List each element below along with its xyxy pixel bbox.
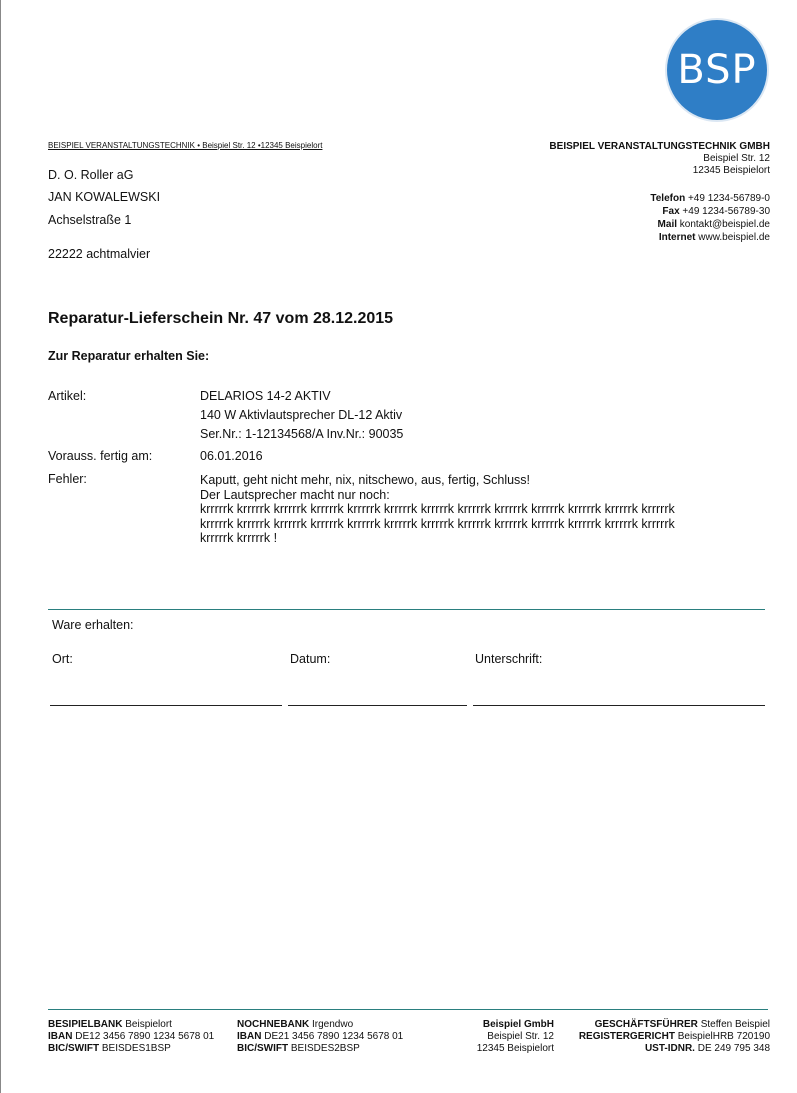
ready-date-value: 06.01.2016 xyxy=(200,449,263,463)
date-signature-line[interactable] xyxy=(288,705,467,706)
bank2-name: NOCHNEBANK xyxy=(237,1019,310,1030)
firm-city: 12345 Beispielort xyxy=(476,1043,554,1054)
bank2-bic-label: BIC/SWIFT xyxy=(237,1043,289,1054)
company-logo xyxy=(667,20,767,120)
company-city: 12345 Beispielort xyxy=(692,165,770,176)
ready-date-label: Vorauss. fertig am: xyxy=(48,449,153,463)
error-line-5: krrrrrk krrrrrk ! xyxy=(200,531,278,545)
footer-bank-2 xyxy=(237,1019,403,1055)
company-address-block xyxy=(549,141,770,177)
bank1-iban-label: IBAN xyxy=(48,1031,73,1042)
fax-label: Fax xyxy=(662,206,680,217)
recipient-name: JAN KOWALEWSKI xyxy=(48,190,161,204)
bank2-city: Irgendwo xyxy=(312,1019,354,1030)
internet-label: Internet xyxy=(658,232,696,243)
mail-value: kontakt@beispiel.de xyxy=(679,219,770,230)
article-line-2: 140 W Aktivlautsprecher DL-12 Aktiv xyxy=(200,408,403,422)
article-line-1: DELARIOS 14-2 AKTIV xyxy=(200,389,331,403)
error-line-4: krrrrrk krrrrrk krrrrrk krrrrrk krrrrrk krrrrrk krrrrrk krrrrrk krrrrrk krrrrrk krrrrrk krrrrrk krrrrrk xyxy=(200,516,675,531)
footer-bank-1 xyxy=(48,1019,214,1055)
article-label: Artikel: xyxy=(48,389,87,403)
article-line-3: Ser.Nr.: 1-12134568/A Inv.Nr.: 90035 xyxy=(200,427,404,441)
bank1-city: Beispielort xyxy=(125,1019,172,1030)
fax-value: +49 1234-56789-30 xyxy=(682,206,770,217)
bank1-bic-label: BIC/SWIFT xyxy=(48,1043,100,1054)
receipt-heading: Ware erhalten: xyxy=(52,618,134,632)
recipient-street: Achselstraße 1 xyxy=(48,213,132,227)
signature-line[interactable] xyxy=(473,705,765,706)
firm-name: Beispiel GmbH xyxy=(482,1019,554,1030)
error-line-1: Kaputt, geht nicht mehr, nix, nitschewo, aus, fertig, Schluss! xyxy=(200,473,531,487)
bank2-iban-label: IBAN xyxy=(237,1031,262,1042)
footer-divider xyxy=(48,1009,768,1010)
firm-street: Beispiel Str. 12 xyxy=(487,1031,554,1042)
vat-value: DE 249 795 348 xyxy=(697,1043,770,1054)
error-line-3: krrrrrk krrrrrk krrrrrk krrrrrk krrrrrk krrrrrk krrrrrk krrrrrk krrrrrk krrrrrk krrrrrk krrrrrk krrrrrk xyxy=(200,502,675,516)
vat-label: UST-IDNR. xyxy=(644,1043,695,1054)
recipient-company: D. O. Roller aG xyxy=(48,168,134,182)
error-line-2: Der Lautsprecher macht nur noch: xyxy=(200,487,390,502)
place-label: Ort: xyxy=(52,652,73,666)
error-label: Fehler: xyxy=(48,472,87,486)
recipient-city: 22222 achtmalvier xyxy=(48,247,151,261)
sender-return-line: BEISPIEL VERANSTALTUNGSTECHNIK • Beispiel Str. 12 •12345 Beispielort xyxy=(48,141,323,150)
footer-firm xyxy=(477,1019,554,1055)
date-label: Datum: xyxy=(290,652,331,666)
company-street: Beispiel Str. 12 xyxy=(703,153,770,164)
mail-label: Mail xyxy=(657,219,677,230)
company-contact-block xyxy=(650,192,770,244)
document-title: Reparatur-Lieferschein Nr. 47 vom 28.12.2015 xyxy=(48,310,394,327)
error-description xyxy=(200,473,730,546)
bank1-name: BESIPIELBANK xyxy=(48,1019,123,1030)
court-value: BeispielHRB 720190 xyxy=(677,1031,770,1042)
bank2-bic: BEISDES2BSP xyxy=(290,1043,360,1054)
bank2-iban: DE21 3456 7890 1234 5678 01 xyxy=(264,1031,404,1042)
ceo-value: Steffen Beispiel xyxy=(700,1019,770,1030)
signature-label: Unterschrift: xyxy=(475,652,543,666)
company-name: BEISPIEL VERANSTALTUNGSTECHNIK GMBH xyxy=(549,141,770,152)
phone-label: Telefon xyxy=(650,193,686,204)
internet-value: www.beispiel.de xyxy=(698,232,770,243)
footer-legal xyxy=(579,1019,770,1055)
bank1-iban: DE12 3456 7890 1234 5678 01 xyxy=(75,1031,215,1042)
court-label: REGISTERGERICHT xyxy=(578,1031,675,1042)
document-subtitle: Zur Reparatur erhalten Sie: xyxy=(48,349,210,363)
phone-value: +49 1234-56789-0 xyxy=(687,193,770,204)
ceo-label: GESCHÄFTSFÜHRER xyxy=(594,1019,698,1030)
bank1-bic: BEISDES1BSP xyxy=(101,1043,171,1054)
place-signature-line[interactable] xyxy=(50,705,282,706)
receipt-divider xyxy=(48,609,765,610)
logo-text: BSP xyxy=(677,47,757,93)
